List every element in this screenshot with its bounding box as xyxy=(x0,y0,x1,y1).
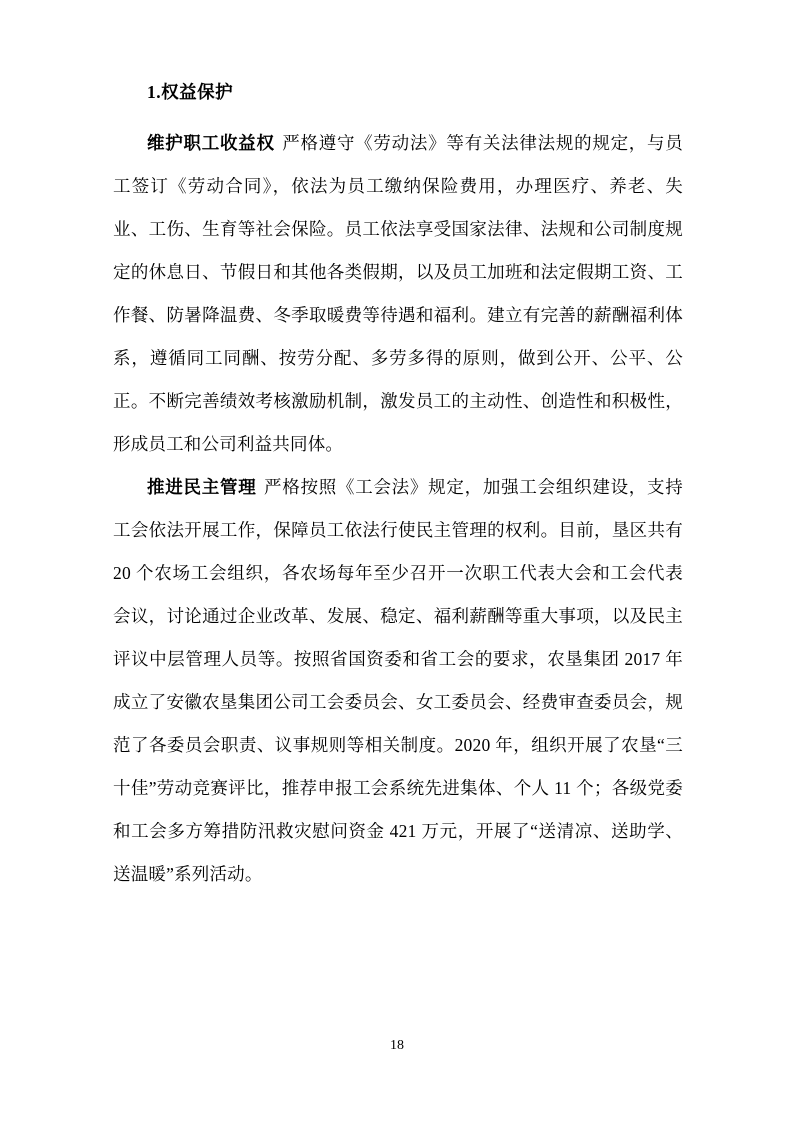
paragraph-democratic-management xyxy=(113,466,683,896)
paragraph-text-2: 严格按照《工会法》规定，加强工会组织建设，支持工会依法开展工作，保障员工依法行使民主管理的权利。目前，垦区共有 20 个农场工会组织，各农场每年至少召开一次职工代表大会和工会代表会议，讨论通过企业改革、发展、稳定、福利薪酬等重大事项，以及民主评议中层管理人员等。按照省国资委和省工会的要求，农垦集团 2017 年成立了安徽农垦集团公司工会委员会、女工委员会、经费审查委员会，规范了各委员会职责、议事规则等相关制度。2020 年，组织开展了农垦“三十佳”劳动竞赛评比，推荐申报工会系统先进集体、个人 11 个；各级党委和工会多方筹措防汛救灾慰问资金 421 万元，开展了“送清凉、送助学、送温暖”系列活动。 xyxy=(113,476,683,884)
paragraph-lead-1: 维护职工收益权 xyxy=(147,132,275,153)
page-number: 18 xyxy=(390,1038,404,1053)
paragraph-lead-2: 推进民主管理 xyxy=(147,476,257,497)
paragraph-employee-rights xyxy=(113,122,683,466)
section-heading: 1.权益保护 xyxy=(147,82,234,102)
page-content xyxy=(113,78,683,896)
paragraph-text-1: 严格遵守《劳动法》等有关法律法规的规定，与员工签订《劳动合同》，依法为员工缴纳保险费用，办理医疗、养老、失业、工伤、生育等社会保险。员工依法享受国家法律、法规和公司制度规定的休息日、节假日和其他各类假期，以及员工加班和法定假期工资、工作餐、防暑降温费、冬季取暖费等待遇和福利。建立有完善的薪酬福利体系，遵循同工同酬、按劳分配、多劳多得的原则，做到公开、公平、公正。不断完善绩效考核激励机制，激发员工的主动性、创造性和积极性，形成员工和公司利益共同体。 xyxy=(113,132,683,454)
